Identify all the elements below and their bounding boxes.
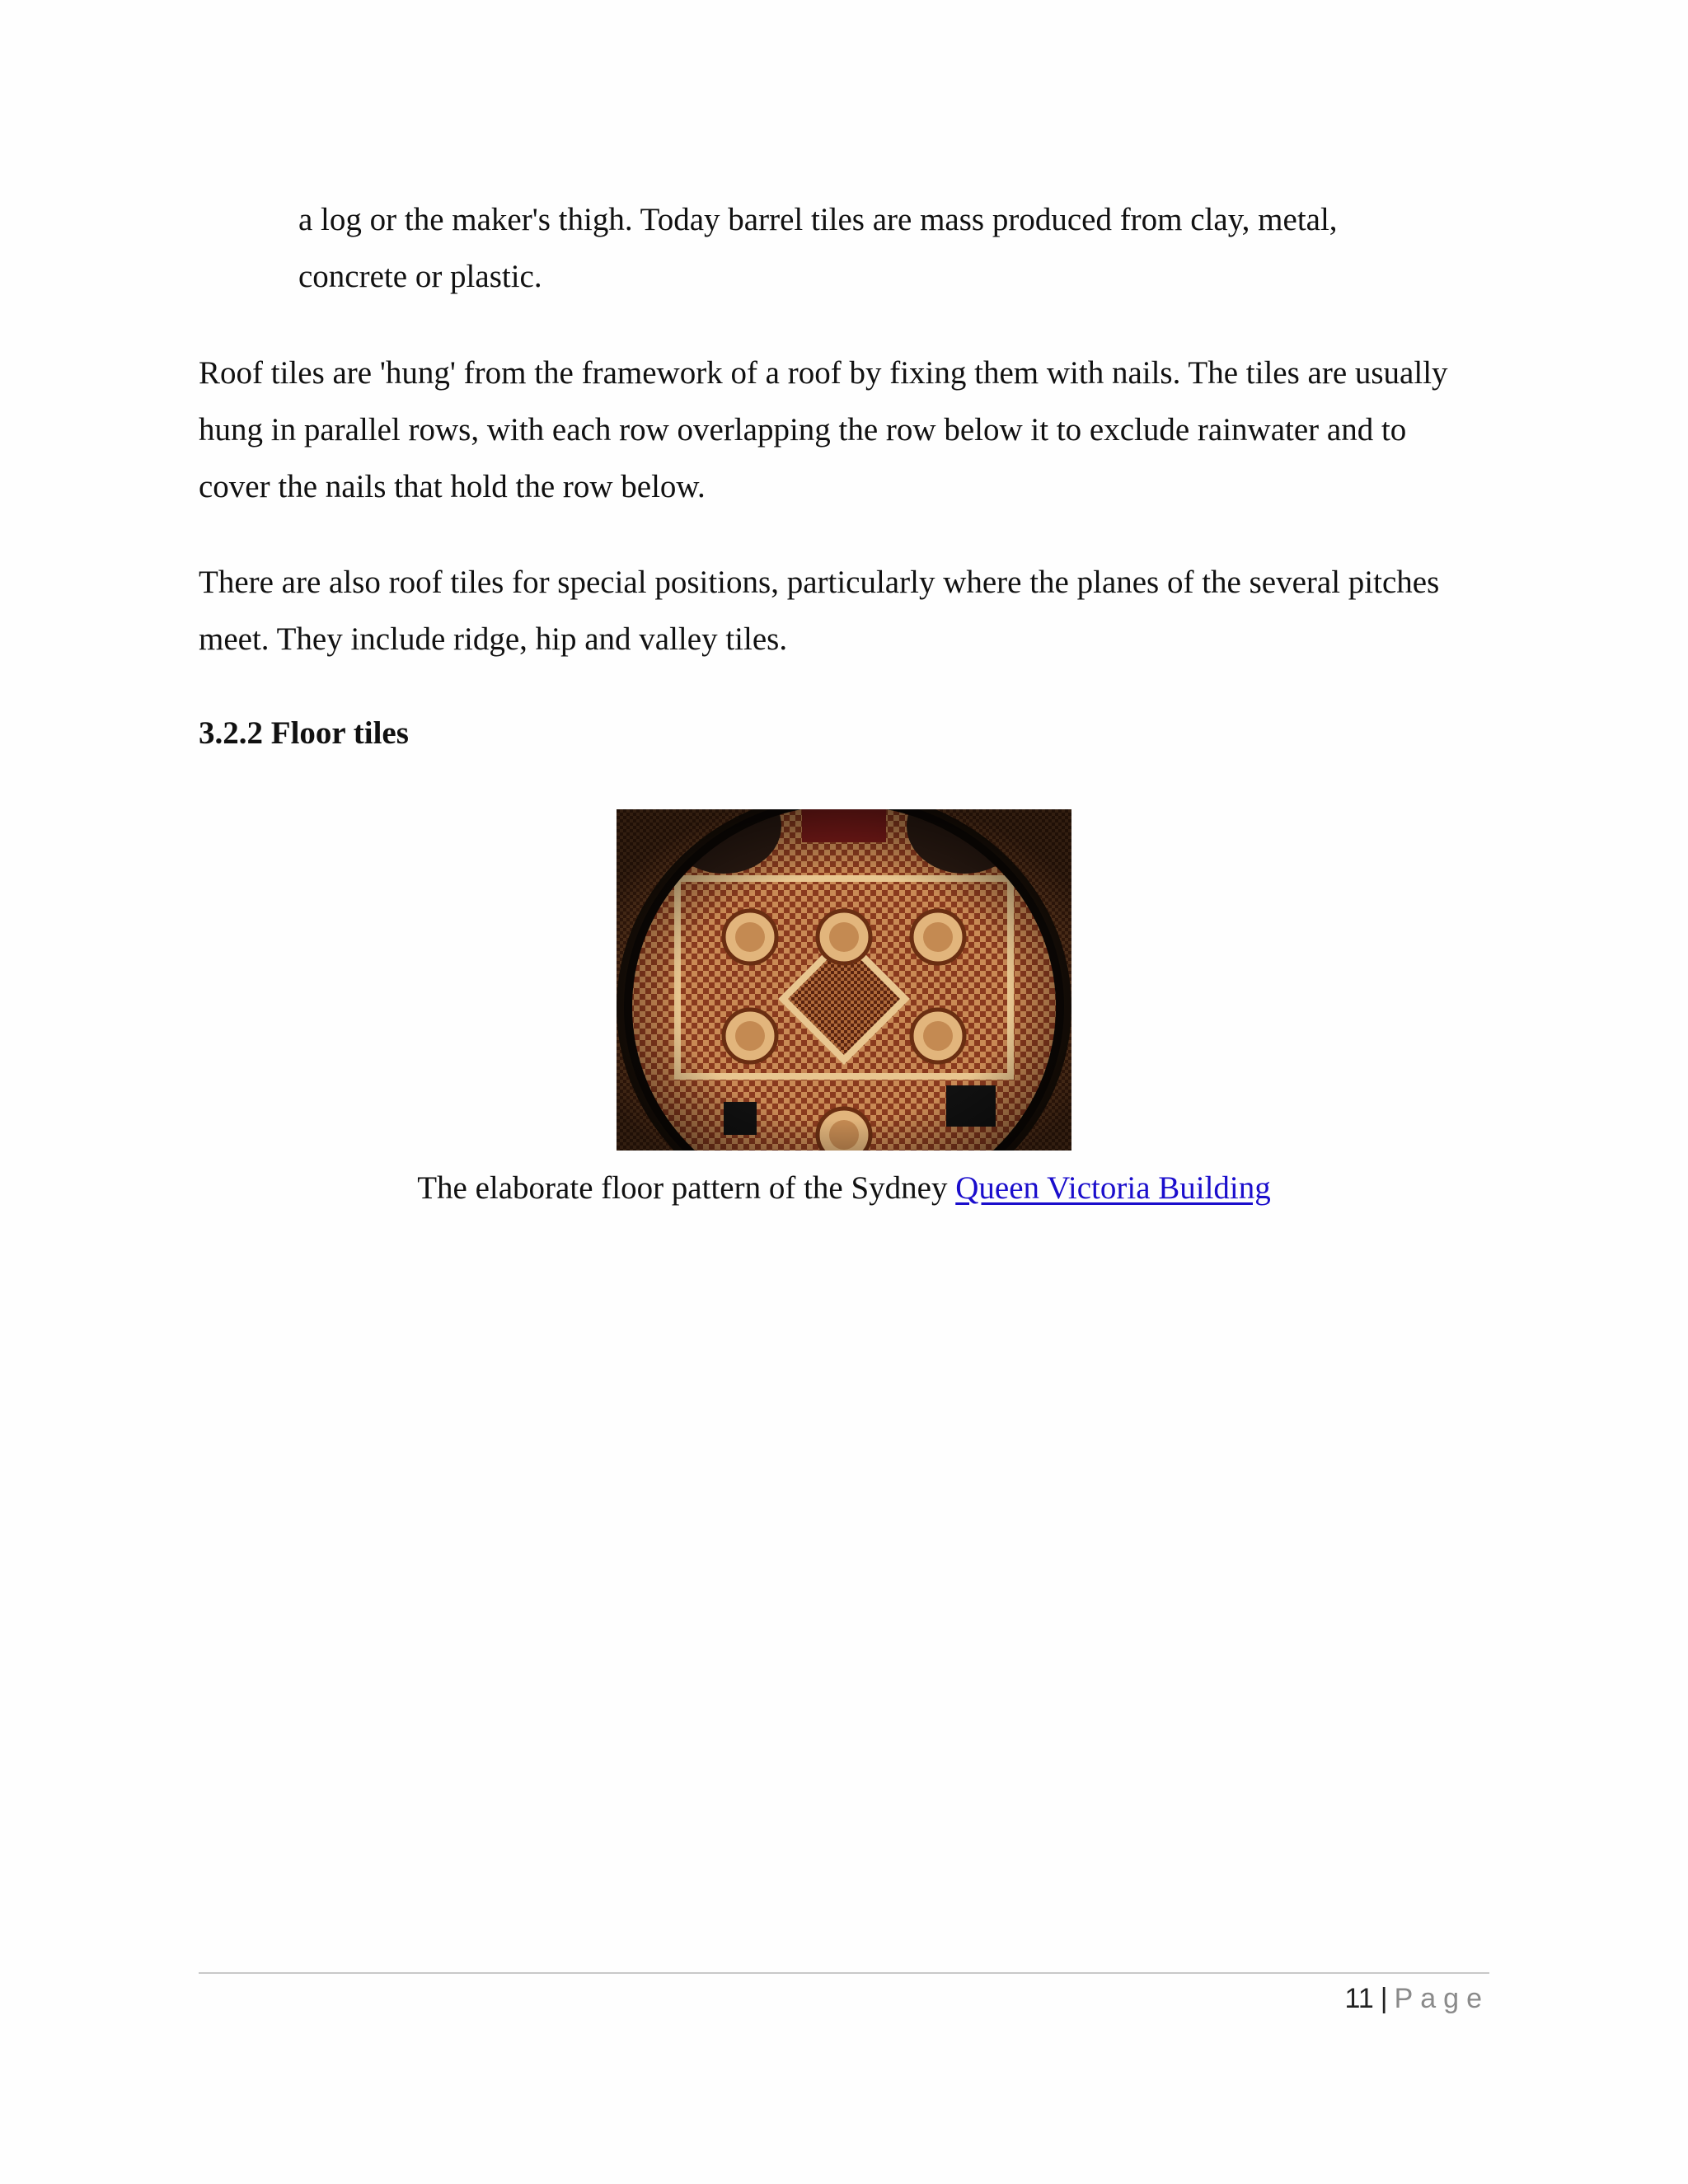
paragraph-special-tiles xyxy=(199,554,1439,668)
queen-victoria-building-link[interactable]: Queen Victoria Building xyxy=(955,1170,1271,1206)
paragraph-hung-tiles xyxy=(199,344,1448,515)
text-line: There are also roof tiles for special positions, particularly where the planes of the several pitches xyxy=(199,565,1440,600)
caption-text: The elaborate floor pattern of the Sydney xyxy=(417,1170,956,1206)
page-footer xyxy=(1344,1978,1489,2019)
text-line: Roof tiles are 'hung' from the framework of a roof by fixing them with nails. The tiles are usually xyxy=(199,355,1448,391)
footer-separator: | xyxy=(1380,1983,1388,2014)
page-number: 11 xyxy=(1344,1983,1374,2014)
text-line: concrete or plastic. xyxy=(298,259,542,294)
text-line: cover the nails that hold the row below. xyxy=(199,469,706,504)
footer-divider xyxy=(199,1972,1489,1974)
text-line: meet. They include ridge, hip and valley tiles. xyxy=(199,621,788,657)
text-line: a log or the maker's thigh. Today barrel tiles are mass produced from clay, metal, xyxy=(298,202,1338,237)
page-label: Page xyxy=(1394,1983,1489,2014)
paragraph-barrel-tiles-continued xyxy=(298,191,1338,305)
floor-pattern-illustration xyxy=(617,809,1071,1151)
figure-caption xyxy=(0,1165,1688,1212)
text-line: hung in parallel rows, with each row overlapping the row below it to exclude rainwater and to xyxy=(199,412,1407,448)
section-heading: 3.2.2 Floor tiles xyxy=(199,715,409,751)
floor-pattern-photo xyxy=(617,809,1071,1151)
